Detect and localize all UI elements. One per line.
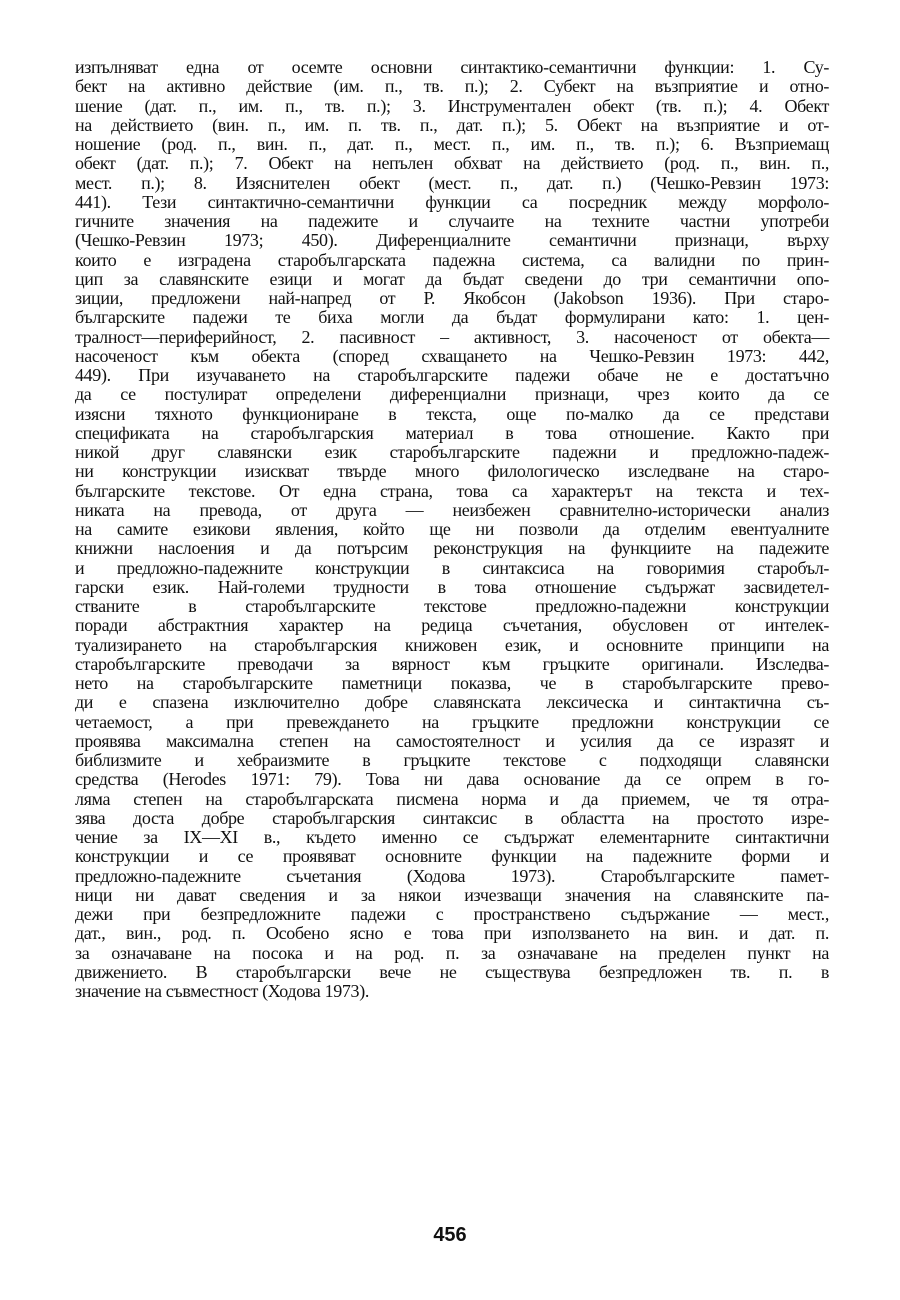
text-line: четаемост, а при превеждането на гръцките предложни конструкции се [75,711,829,732]
text-line: библизмите и хебраизмите в гръцките текстове с подходящи славянски [75,750,829,770]
text-line: поради абстрактния характер на редица съчетания, обусловен от интелек- [75,615,829,636]
text-line: ляма степен на старобългарската писмена норма и да приемем, че тя отра- [75,788,829,809]
text-line: да се постулират определени диференциални признаци, чрез които да се [75,384,829,405]
text-line: и предложно-падежните конструкции в синтаксиса на говоримия старобъл- [75,557,829,578]
text-line: на действието (вин. п., им. п. тв. п., дат. п.); 5. Обект на възприятие и от- [75,114,829,135]
text-line: предложно-падежните съчетания (Ходова 1973). Старобългарските памет- [75,865,829,886]
text-line: българските падежи те биха могли да бъдат формулирани като: 1. цен- [75,307,829,328]
text-line: гичните значения на падежите и случаите на техните частни употреби [75,211,829,231]
text-line: 449). При изучаването на старобългарските падежи обаче не е достатъчно [75,365,829,385]
text-line: цип за славянските езици и могат да бъдат сведени до три семантични опо- [75,268,829,289]
text-line: стваните в старобългарските текстове предложно-падежни конструкции [75,596,829,616]
text-line: дежи при безпредложните падежи с пространствено съдържание — мест., [75,904,829,924]
page-number: 456 [433,1224,467,1246]
text-line: тралност—периферийност, 2. пасивност – активност, 3. насоченост от обекта— [75,326,829,347]
text-line: зиции, предложени най-напред от Р. Якобсон (Jakobson 1936). При старо- [75,288,829,308]
text-line: 441). Тези синтактично-семантични функции са посредник между морфоло- [75,191,829,212]
text-line: (Чешко-Ревзин 1973; 450). Диференциалните семантични признаци, върху [75,230,829,251]
text-line: мест. п.); 8. Изяснителен обект (мест. п., дат. п.) (Чешко-Ревзин 1973: [75,172,829,193]
text-line: на самите езикови явления, който ще ни позволи да отделим евентуалните [75,519,829,539]
text-line: средства (Herodes 1971: 79). Това ни дава основание да се опрем в го- [75,769,829,790]
text-line: обект (дат. п.); 7. Обект на непълен обхват на действието (род. п., вин. п., [75,153,829,174]
text-line: конструкции и се проявяват основните функции на падежните форми и [75,846,829,867]
text-line: шение (дат. п., им. п., тв. п.); 3. Инструментален обект (тв. п.); 4. Обект [75,95,829,116]
text-line: спецификата на старобългарския материал в това отношение. Както при [75,422,829,443]
text-line: бект на активно действие (им. п., тв. п.); 2. Субект на възприятие и отно- [75,76,829,97]
text-line: никой друг славянски език старобългарските падежни и предложно-падеж- [75,442,829,462]
text-line: ни конструкции изискват твърде много филологическо изследване на старо- [75,461,829,482]
text-line: ници ни дават сведения и за някои изчезващи значения на славянските па- [75,884,829,905]
text-line: българските текстове. От една страна, това са характерът на текста и тех- [75,480,829,501]
text-line: които е изградена старобългарската падежна система, са валидни по прин- [75,249,829,270]
text-line: изпълняват една от осемте основни синтактико-семантични функции: 1. Су- [75,57,829,77]
text-line: нето на старобългарските паметници показва, че в старобългарските прево- [75,673,829,693]
text-line: ди е спазена изключително добре славянската лексическа и синтактична съ- [75,692,829,713]
text-line: чение за IX—XI в., където именно се съдържат елементарните синтактични [75,827,829,847]
text-line: туализирането на старобългарския книжовен език, и основните принципи на [75,634,829,655]
text-line: ношение (род. п., вин. п., дат. п., мест. п., им. п., тв. п.); 6. Възприемащ [75,134,829,154]
text-line: старобългарските преводачи за вярност към гръцките оригинали. Изследва- [75,653,829,674]
text-line: никата на превода, от друга — неизбежен сравнително-исторически анализ [75,499,829,520]
text-line: изясни тяхното функциониране в текста, още по-малко да се представи [75,403,829,424]
text-line: значение на съвместност (Ходова 1973). [75,981,369,1001]
text-line: за означаване на посока и на род. п. за означаване на пределен пункт на [75,942,829,963]
text-line: движението. В старобългарски вече не съществува безпредложен тв. п. в [75,961,829,982]
text-line: зява доста добре старобългарския синтаксис в областта на простото изре- [75,807,829,828]
body-text [75,58,829,1001]
text-line: дат., вин., род. п. Особено ясно е това при използването на вин. и дат. п. [75,923,829,944]
text-line: книжни наслоения и да потърсим реконструкция на функциите на падежите [75,538,829,559]
text-line: проявява максимална степен на самостоятелност и усилия да се изразят и [75,730,829,751]
text-line: насоченост към обекта (според схващането на Чешко-Ревзин 1973: 442, [75,345,829,366]
text-line: гарски език. Най-големи трудности в това отношение съдържат засвидетел- [75,576,829,597]
